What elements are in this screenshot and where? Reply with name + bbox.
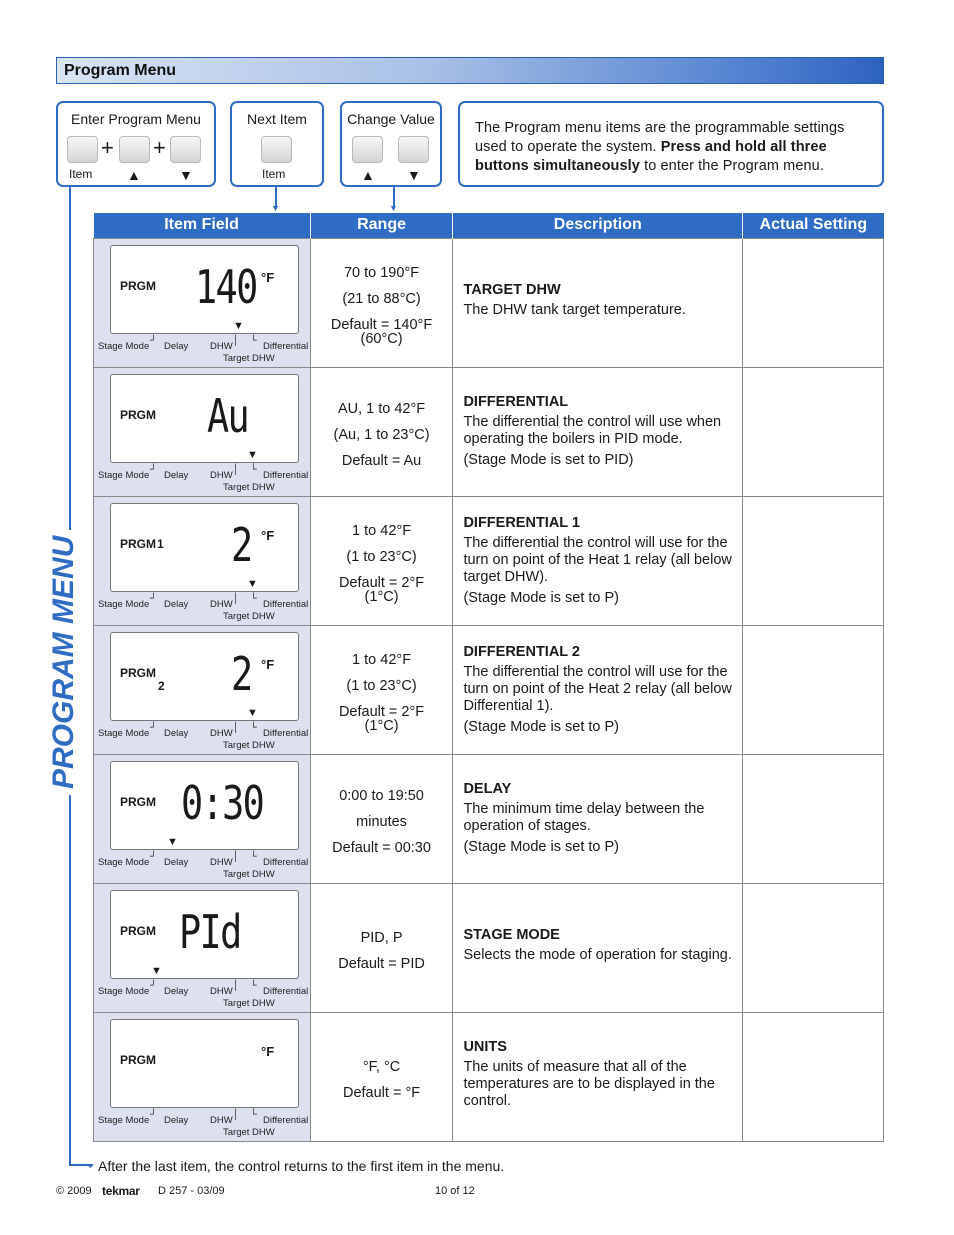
- up-button[interactable]: [119, 136, 150, 163]
- legend-dhw: DHW: [210, 340, 233, 352]
- legend-target-dhw: Target DHW: [223, 352, 275, 364]
- lcd-value: 140: [195, 259, 257, 314]
- item-field-cell: [94, 883, 311, 1012]
- brand-logo: tekmar: [102, 1184, 140, 1198]
- table-row: [94, 754, 884, 883]
- legend-delay: Delay: [164, 856, 189, 868]
- range-line: Default = 2°F: [338, 703, 425, 720]
- legend-differential: Differential: [263, 340, 309, 352]
- description-text: The differential the control will use for the turn on point of the Heat 1 relay (all below target DHW).: [463, 534, 732, 585]
- description-title: DIFFERENTIAL 2: [463, 643, 580, 660]
- lcd-legend: [98, 463, 311, 497]
- description-cell: [453, 1012, 743, 1141]
- description-title: STAGE MODE: [463, 927, 560, 943]
- lcd-value: 2: [231, 517, 252, 572]
- lcd-prgm: PRGM: [120, 665, 156, 680]
- range-line: 0:00 to 19:50: [339, 787, 424, 804]
- lcd-value: 2: [231, 646, 252, 701]
- info-bold-text: Press and hold all three buttons simultaneously: [475, 139, 827, 174]
- description-text: Selects the mode of operation for staging.: [463, 947, 732, 963]
- item-field-cell: [94, 1012, 311, 1141]
- description-text: The units of measure that all of the temperatures are to be displayed in the control.: [463, 1059, 715, 1109]
- enter-program-menu-box: [56, 101, 216, 187]
- table-header-row: [94, 213, 884, 238]
- table-row: [94, 625, 884, 754]
- legend-delay: Delay: [164, 469, 189, 481]
- side-title: PROGRAM MENU: [47, 530, 81, 795]
- range-line: (1 to 23°C): [346, 677, 417, 694]
- item-button[interactable]: [67, 136, 98, 163]
- legend-tick-icon: ┘: [150, 979, 157, 991]
- plus-sign: +: [153, 135, 166, 160]
- lcd-unit: °F: [261, 1043, 275, 1059]
- legend-tick-icon: │: [233, 1108, 239, 1120]
- description-text: The differential the control will use for the turn on point of the Heat 2 relay (all below Differential 1).: [463, 663, 732, 714]
- legend-differential: Differential: [263, 727, 309, 739]
- lcd-pointer-icon: ▼: [247, 577, 258, 590]
- description-note: (Stage Mode is set to PID): [463, 452, 634, 468]
- program-menu-info: [458, 101, 884, 187]
- lcd-unit: °F: [261, 527, 275, 543]
- description-cell: [453, 625, 743, 754]
- range-line: minutes: [356, 813, 407, 830]
- lcd-legend: [98, 1108, 311, 1142]
- legend-tick-icon: │: [233, 979, 239, 991]
- legend-tick-icon: └: [250, 463, 257, 475]
- legend-target-dhw: Target DHW: [223, 997, 275, 1009]
- range-line: PID, P: [360, 929, 403, 946]
- down-button[interactable]: [398, 136, 429, 163]
- lcd-value: PId: [179, 904, 241, 959]
- down-button[interactable]: [170, 136, 201, 163]
- lcd-display: [110, 1019, 299, 1108]
- footer-page: 10 of 12: [435, 1185, 475, 1197]
- legend-tick-icon: ┘: [150, 592, 157, 604]
- actual-setting-cell[interactable]: [743, 367, 884, 496]
- actual-setting-cell[interactable]: [743, 238, 884, 367]
- description-note: (Stage Mode is set to P): [463, 839, 619, 855]
- enter-program-menu-label: Enter Program Menu: [71, 111, 201, 127]
- legend-tick-icon: │: [233, 592, 239, 604]
- lcd-prgm: PRGM: [120, 923, 156, 938]
- description-note: (Stage Mode is set to P): [463, 589, 619, 606]
- range-cell: [310, 754, 453, 883]
- legend-delay: Delay: [164, 727, 189, 739]
- range-line: Default = 2°F: [338, 574, 425, 591]
- item-field-cell: [94, 496, 311, 625]
- lcd-prgm: PRGM: [120, 278, 156, 293]
- range-line: Default = 00:30: [332, 839, 431, 856]
- range-cell: [310, 238, 453, 367]
- actual-setting-cell[interactable]: [743, 1012, 884, 1141]
- range-cell: [310, 367, 453, 496]
- item-field-cell: [94, 238, 311, 367]
- legend-delay: Delay: [164, 985, 189, 997]
- legend-tick-icon: └: [250, 592, 257, 604]
- footer-doc-id: D 257 - 03/09: [158, 1185, 225, 1197]
- range-line: (21 to 88°C): [342, 290, 421, 307]
- legend-target-dhw: Target DHW: [223, 610, 275, 622]
- range-line: AU, 1 to 42°F: [337, 400, 426, 417]
- table-row: [94, 883, 884, 1012]
- range-line: Default = 140°F: [330, 316, 433, 333]
- footer-copyright: © 2009: [56, 1185, 92, 1197]
- legend-differential: Differential: [263, 856, 309, 868]
- legend-tick-icon: └: [250, 979, 257, 991]
- range-line: (1 to 23°C): [346, 548, 417, 565]
- lcd-pointer-icon: ▼: [167, 835, 178, 848]
- table-row: [94, 238, 884, 367]
- connector-arrow-icon: ▼: [271, 203, 280, 213]
- lcd-prgm: PRGM: [120, 1052, 156, 1067]
- description-cell: [453, 883, 743, 1012]
- table-row: [94, 367, 884, 496]
- plus-sign: +: [101, 135, 114, 160]
- description-cell: [453, 496, 743, 625]
- description-title: DIFFERENTIAL 1: [463, 514, 580, 531]
- legend-delay: Delay: [164, 340, 189, 352]
- legend-tick-icon: │: [233, 850, 239, 862]
- legend-differential: Differential: [263, 469, 309, 481]
- up-arrow-icon: ▲: [127, 167, 141, 183]
- lcd-value: 0:30: [181, 775, 264, 830]
- legend-tick-icon: ┘: [150, 850, 157, 862]
- legend-dhw: DHW: [210, 727, 233, 739]
- down-arrow-icon: ▼: [179, 167, 193, 183]
- range-cell: [310, 883, 453, 1012]
- legend-stage-mode: Stage Mode: [98, 1114, 150, 1126]
- legend-target-dhw: Target DHW: [223, 868, 275, 880]
- connector-arrow-icon: ▼: [389, 203, 398, 213]
- legend-stage-mode: Stage Mode: [98, 985, 150, 997]
- description-text: The DHW tank target temperature.: [463, 302, 686, 318]
- legend-dhw: DHW: [210, 985, 233, 997]
- header-item-field: Item Field: [94, 213, 311, 238]
- program-menu-table: [93, 213, 884, 1142]
- lcd-legend: [98, 850, 311, 884]
- change-value-box: [340, 101, 442, 187]
- next-item-box: [230, 101, 324, 187]
- range-line: (1°C): [364, 717, 399, 734]
- bullet-icon: ●: [88, 1161, 93, 1170]
- legend-tick-icon: ┘: [150, 721, 157, 733]
- range-cell: [310, 1012, 453, 1141]
- lcd-prgm: PRGM: [120, 794, 156, 809]
- next-item-label: Next Item: [247, 111, 307, 127]
- lcd-legend: [98, 979, 311, 1013]
- legend-dhw: DHW: [210, 1114, 233, 1126]
- description-cell: [453, 238, 743, 367]
- legend-dhw: DHW: [210, 469, 233, 481]
- legend-tick-icon: │: [233, 463, 239, 475]
- up-arrow-icon: ▲: [361, 167, 375, 183]
- legend-tick-icon: ┘: [150, 334, 157, 346]
- legend-tick-icon: └: [250, 334, 257, 346]
- lcd-pointer-icon: ▼: [233, 319, 244, 332]
- lcd-unit: °F: [261, 269, 275, 285]
- range-line: 1 to 42°F: [352, 522, 412, 539]
- description-title: TARGET DHW: [463, 282, 561, 298]
- lcd-legend: [98, 592, 311, 626]
- lcd-unit: °F: [261, 656, 275, 672]
- lcd-prgm: PRGM: [120, 536, 156, 551]
- range-line: 70 to 190°F: [343, 264, 420, 281]
- legend-target-dhw: Target DHW: [223, 1126, 275, 1138]
- lcd-value: Au: [207, 388, 249, 443]
- legend-tick-icon: │: [233, 334, 239, 346]
- range-line: (60°C): [360, 330, 403, 347]
- down-arrow-icon: ▼: [407, 167, 421, 183]
- legend-delay: Delay: [164, 598, 189, 610]
- item-field-cell: [94, 367, 311, 496]
- lcd-legend: [98, 721, 311, 755]
- next-item-button[interactable]: [261, 136, 292, 163]
- table-row: [94, 496, 884, 625]
- legend-differential: Differential: [263, 598, 309, 610]
- legend-tick-icon: └: [250, 721, 257, 733]
- range-line: (Au, 1 to 23°C): [333, 426, 430, 443]
- change-value-label: Change Value: [347, 111, 435, 127]
- description-title: DIFFERENTIAL: [463, 394, 569, 410]
- description-cell: [453, 367, 743, 496]
- lcd-display: [110, 890, 299, 979]
- lcd-display: [110, 632, 299, 721]
- legend-stage-mode: Stage Mode: [98, 469, 150, 481]
- description-note: (Stage Mode is set to P): [463, 718, 619, 735]
- lcd-display: [110, 761, 299, 850]
- range-line: (1°C): [364, 588, 399, 605]
- legend-tick-icon: ┘: [150, 1108, 157, 1120]
- legend-target-dhw: Target DHW: [223, 481, 275, 493]
- lcd-legend: [98, 334, 311, 368]
- lcd-display: [110, 374, 299, 463]
- legend-target-dhw: Target DHW: [223, 739, 275, 751]
- section-title: Program Menu: [64, 62, 177, 79]
- description-cell: [453, 754, 743, 883]
- legend-stage-mode: Stage Mode: [98, 727, 150, 739]
- header-range: Range: [310, 213, 453, 238]
- range-line: 1 to 42°F: [352, 651, 412, 668]
- legend-delay: Delay: [164, 1114, 189, 1126]
- table-row: [94, 1012, 884, 1141]
- lcd-item-number: 2: [158, 678, 165, 693]
- range-line: Default = °F: [342, 1084, 421, 1101]
- legend-differential: Differential: [263, 1114, 309, 1126]
- lcd-pointer-icon: ▼: [151, 964, 162, 977]
- actual-setting-cell[interactable]: [743, 754, 884, 883]
- legend-stage-mode: Stage Mode: [98, 340, 150, 352]
- lcd-display: [110, 503, 299, 592]
- range-cell: [310, 496, 453, 625]
- legend-tick-icon: ┘: [150, 463, 157, 475]
- item-field-cell: [94, 625, 311, 754]
- info-text-end: to enter the Program menu.: [639, 158, 824, 174]
- legend-stage-mode: Stage Mode: [98, 598, 150, 610]
- item-caption: Item: [262, 167, 286, 181]
- range-line: Default = PID: [338, 955, 425, 972]
- legend-dhw: DHW: [210, 598, 233, 610]
- lcd-pointer-icon: ▼: [247, 706, 258, 719]
- description-text: The minimum time delay between the operation of stages.: [463, 801, 705, 834]
- lcd-pointer-icon: ▼: [247, 448, 258, 461]
- legend-tick-icon: │: [233, 721, 239, 733]
- lcd-prgm: PRGM: [120, 407, 156, 422]
- section-title-bar: [56, 57, 884, 84]
- legend-differential: Differential: [263, 985, 309, 997]
- legend-tick-icon: └: [250, 850, 257, 862]
- description-text: The differential the control will use when operating the boilers in PID mode.: [463, 414, 722, 447]
- legend-dhw: DHW: [210, 856, 233, 868]
- header-actual-setting: Actual Setting: [743, 213, 884, 238]
- up-button[interactable]: [352, 136, 383, 163]
- actual-setting-cell[interactable]: [743, 625, 884, 754]
- lcd-item-number: 1: [157, 536, 164, 551]
- legend-tick-icon: └: [250, 1108, 257, 1120]
- range-line: °F, °C: [362, 1058, 401, 1075]
- lcd-display: [110, 245, 299, 334]
- range-cell: [310, 625, 453, 754]
- item-field-cell: [94, 754, 311, 883]
- actual-setting-cell[interactable]: [743, 883, 884, 1012]
- item-caption: Item: [69, 167, 93, 181]
- description-title: UNITS: [463, 1039, 507, 1055]
- legend-stage-mode: Stage Mode: [98, 856, 150, 868]
- info-text: The Program menu items are the programmable settings used to operate the system.: [475, 120, 845, 155]
- actual-setting-cell[interactable]: [743, 496, 884, 625]
- footnote: After the last item, the control returns to the first item in the menu.: [98, 1158, 505, 1174]
- range-line: Default = Au: [341, 452, 422, 469]
- description-title: DELAY: [463, 781, 512, 797]
- header-description: Description: [453, 213, 743, 238]
